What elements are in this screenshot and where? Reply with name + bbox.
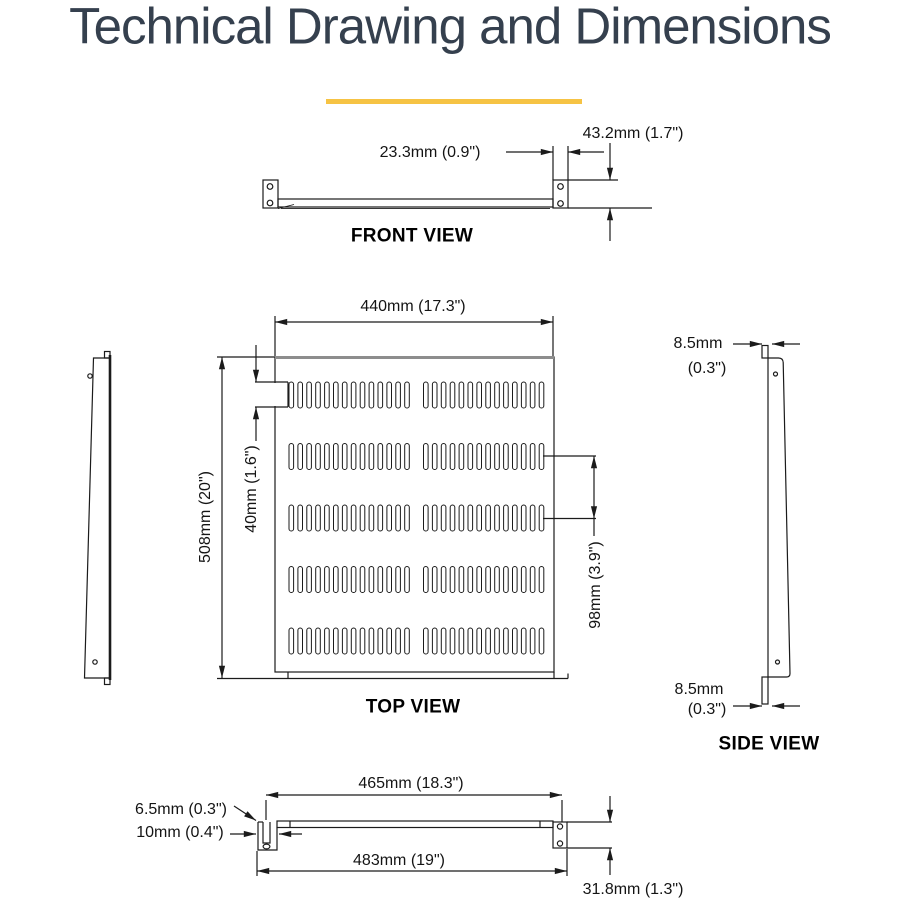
page-title: Technical Drawing and Dimensions	[69, 0, 831, 55]
dim-bottom-outer-width: 483mm (19")	[353, 852, 445, 869]
dim-bottom-bracket-height: 31.8mm (1.3")	[582, 881, 684, 898]
dim-front-ear-width: 23.3mm (0.9")	[379, 144, 481, 161]
dim-front-height: 43.2mm (1.7")	[582, 125, 684, 142]
dim-bottom-front-lip: 6.5mm (0.3")	[135, 801, 227, 818]
front-view-label: FRONT VIEW	[350, 225, 474, 247]
dim-side-bottom-lip-mm: 8.5mm	[674, 681, 724, 698]
dim-bottom-inner-width: 465mm (18.3")	[358, 775, 464, 792]
side-view-drawing	[733, 344, 800, 706]
dim-top-depth: 508mm (20")	[197, 471, 214, 563]
vent-slot-grid	[289, 382, 544, 654]
top-view-label: TOP VIEW	[365, 696, 461, 718]
dim-side-top-lip-in: (0.3")	[687, 360, 727, 377]
side-view-label: SIDE VIEW	[718, 733, 820, 755]
dim-top-width: 440mm (17.3")	[360, 298, 466, 315]
dim-side-top-lip-mm: 8.5mm	[673, 335, 723, 352]
dim-top-vent-pitch: 98mm (3.9")	[587, 541, 604, 629]
dim-side-bottom-lip-in: (0.3")	[687, 701, 727, 718]
dim-bottom-channel-width: 10mm (0.4")	[136, 824, 224, 841]
top-view-drawing	[85, 316, 597, 685]
dim-top-notch: 40mm (1.6")	[243, 445, 260, 533]
